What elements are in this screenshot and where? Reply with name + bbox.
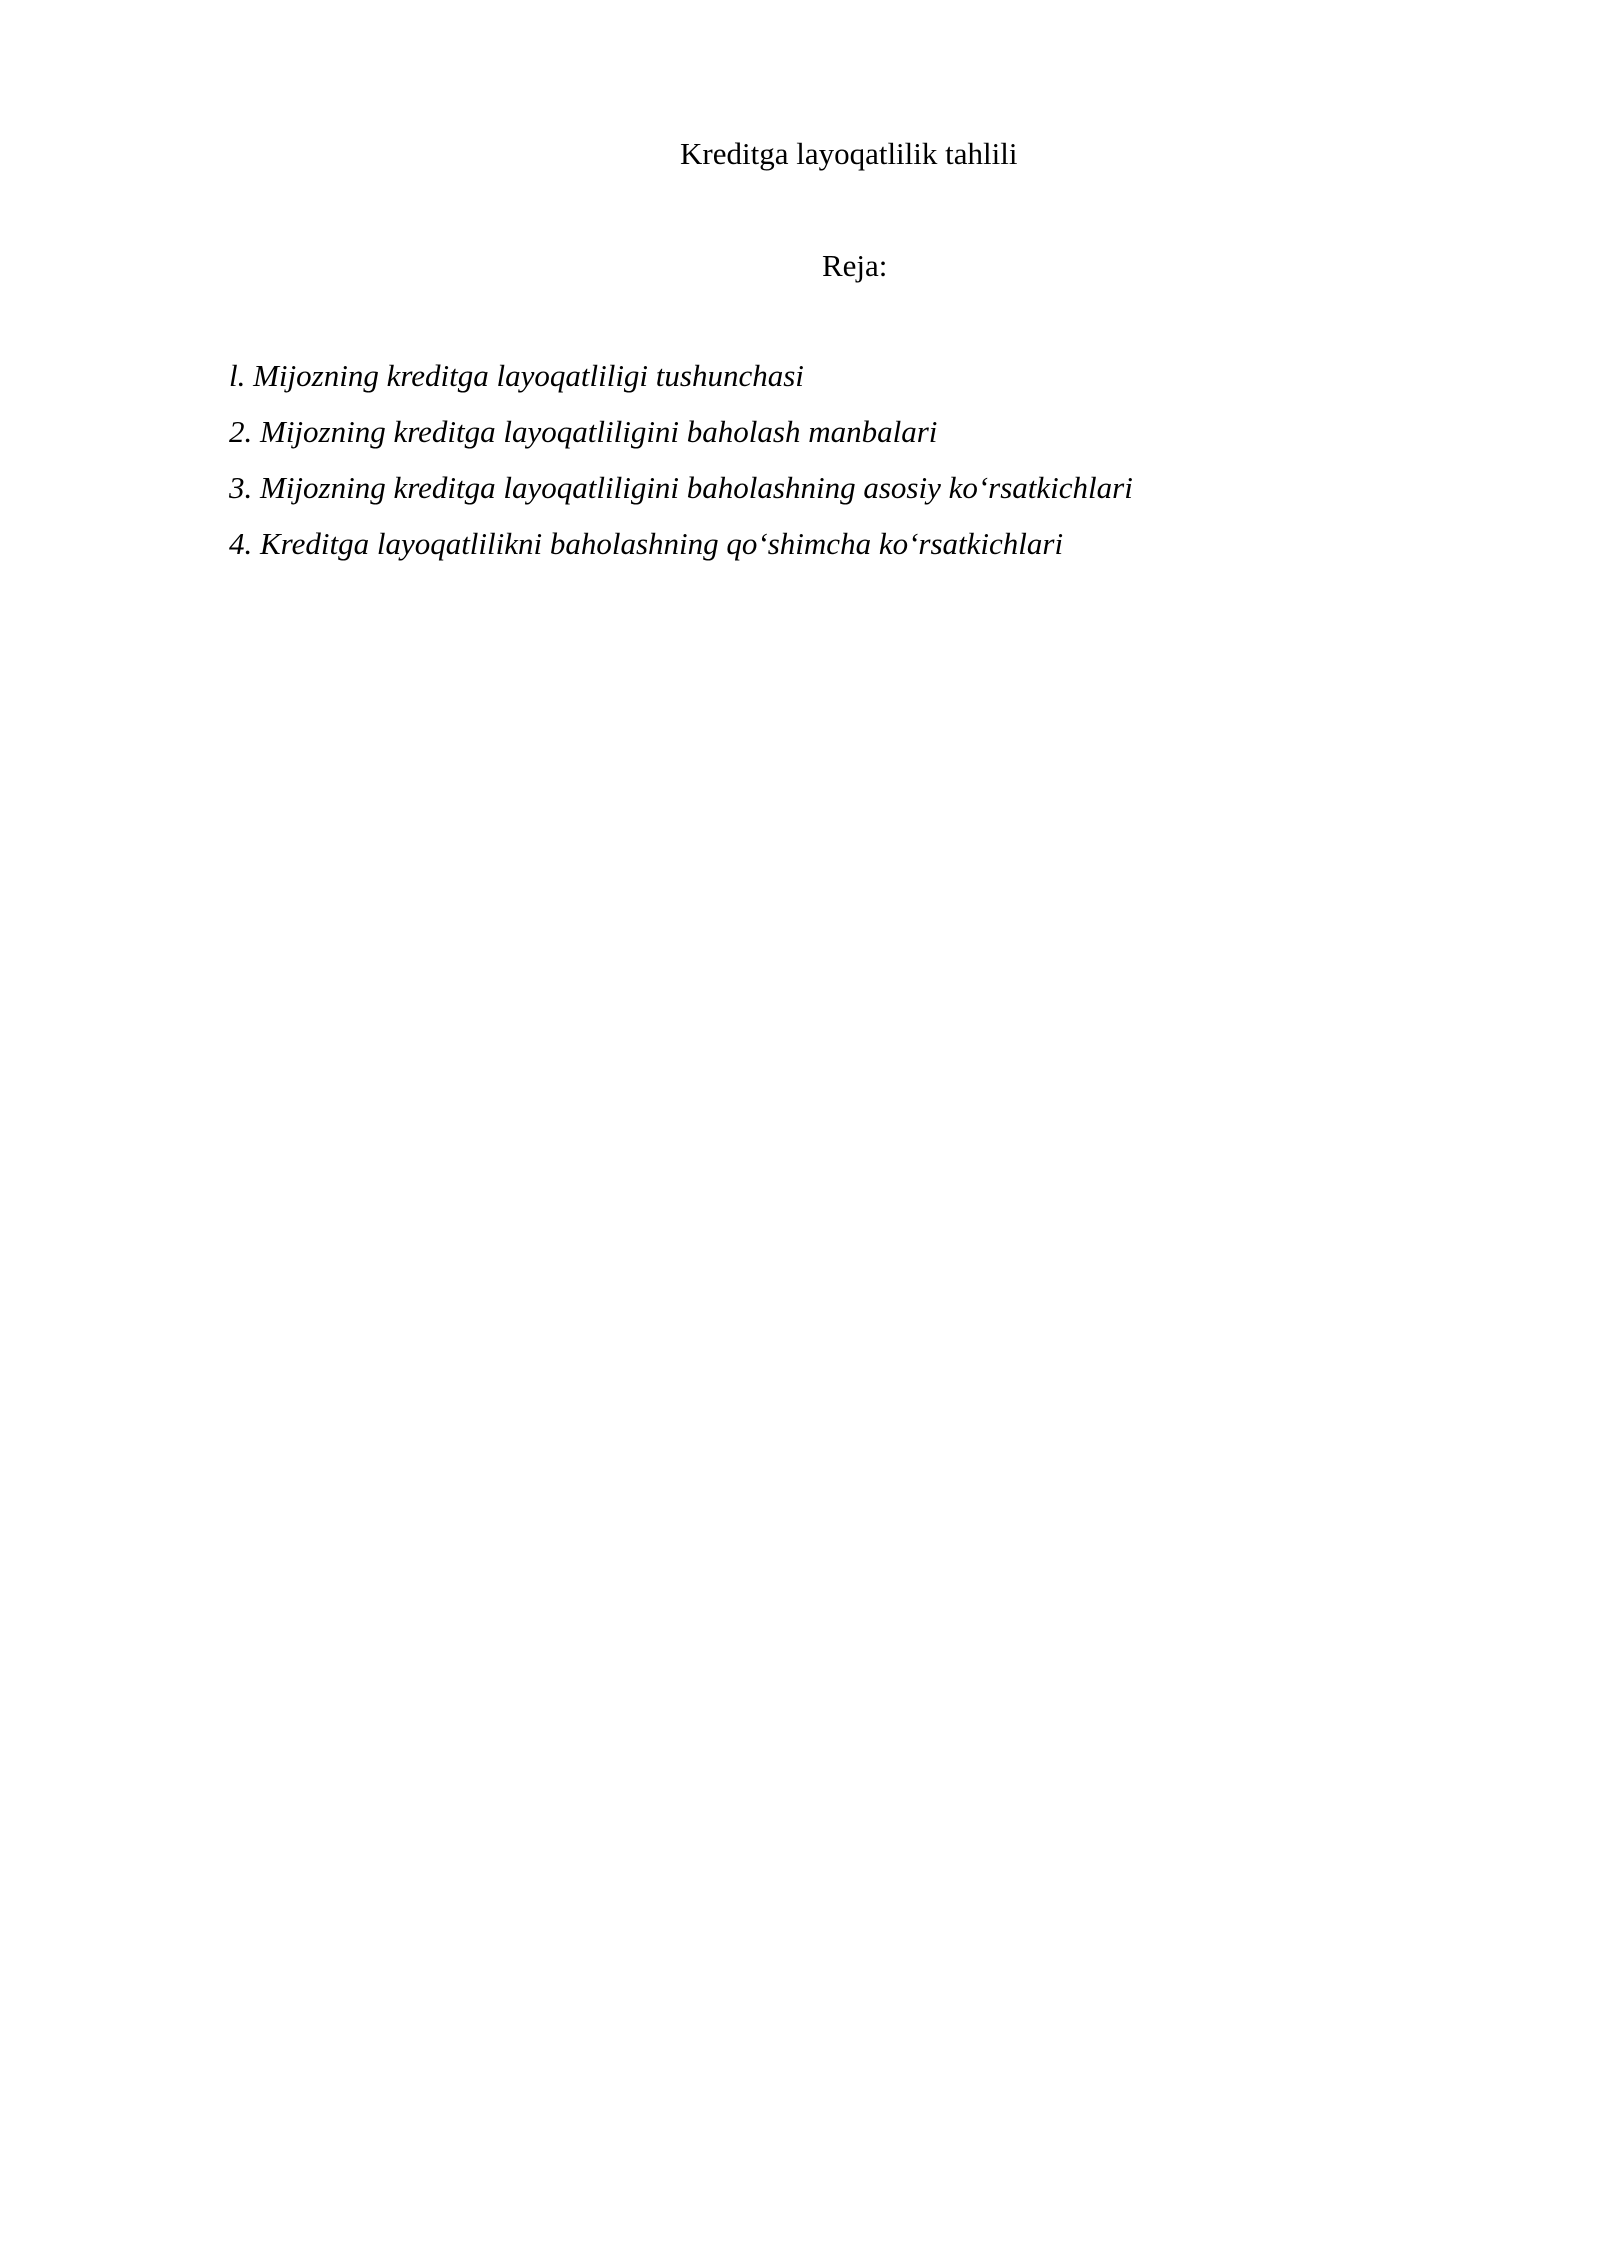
plan-heading: Reja: bbox=[822, 248, 888, 283]
plan-item-2: 2. Mijozning kreditga layoqatliligini baholash manbalari bbox=[229, 414, 938, 449]
document-title: Kreditga layoqatlilik tahlili bbox=[680, 136, 1018, 171]
plan-item-4: 4. Kreditga layoqatlilikni baholashning qo‘shimcha ko‘rsatkichlari bbox=[229, 526, 1064, 561]
plan-list bbox=[229, 356, 1133, 580]
plan-item-1: l. Mijozning kreditga layoqatliligi tushunchasi bbox=[229, 358, 804, 393]
plan-item-3: 3. Mijozning kreditga layoqatliligini baholashning asosiy ko‘rsatkichlari bbox=[229, 470, 1133, 505]
